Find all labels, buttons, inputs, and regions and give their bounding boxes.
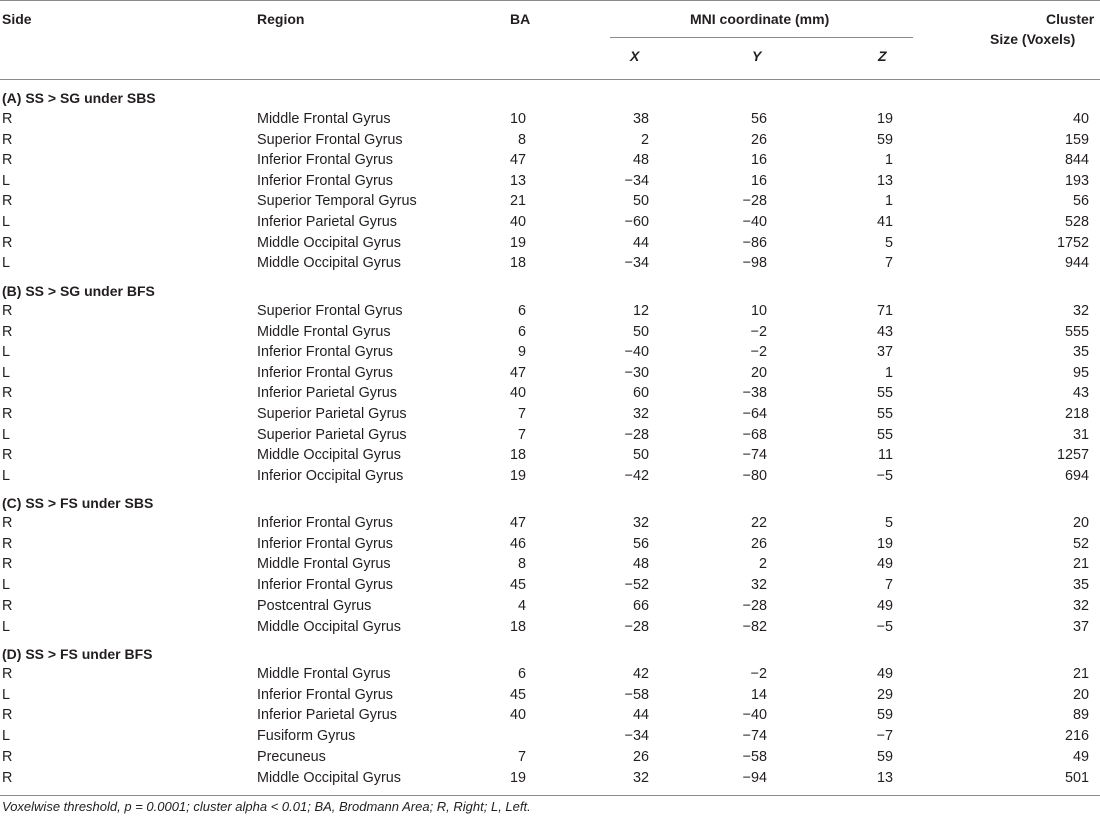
cell-y: 32 bbox=[750, 577, 767, 594]
cell-ba: 6 bbox=[517, 303, 526, 319]
cell-side: L bbox=[2, 255, 11, 272]
cell-x: −40 bbox=[624, 344, 649, 361]
cell-side: R bbox=[2, 515, 13, 531]
cell-cluster-size: 52 bbox=[1072, 535, 1089, 552]
table-row bbox=[0, 130, 1100, 150]
cell-y: −68 bbox=[742, 426, 767, 443]
table-row bbox=[0, 253, 1100, 273]
cell-side: R bbox=[2, 447, 13, 464]
table-row bbox=[0, 513, 1100, 533]
cell-z: 19 bbox=[876, 535, 893, 552]
cell-ba: 6 bbox=[517, 666, 526, 682]
table-row bbox=[0, 466, 1100, 486]
cell-region: Postcentral Gyrus bbox=[257, 597, 372, 614]
cell-y: 20 bbox=[750, 364, 767, 381]
cell-side: L bbox=[2, 172, 11, 189]
table-row bbox=[0, 301, 1100, 321]
cell-y: 56 bbox=[750, 111, 767, 127]
cell-z: 19 bbox=[876, 111, 893, 127]
header-region: Region bbox=[257, 11, 305, 27]
cell-region: Inferior Frontal Gyrus bbox=[257, 364, 393, 381]
cell-x: 32 bbox=[632, 406, 649, 422]
cell-region: Superior Temporal Gyrus bbox=[257, 193, 417, 210]
table-row bbox=[0, 342, 1100, 362]
top-rule bbox=[0, 0, 1100, 1]
cell-z: 71 bbox=[876, 303, 893, 319]
table-row bbox=[0, 212, 1100, 232]
cell-region: Middle Frontal Gyrus bbox=[257, 666, 391, 682]
bottom-rule bbox=[0, 795, 1100, 796]
cell-cluster-size: 35 bbox=[1072, 344, 1089, 361]
cell-cluster-size: 21 bbox=[1072, 556, 1089, 573]
cell-region: Inferior Frontal Gyrus bbox=[257, 686, 393, 703]
cell-region: Inferior Frontal Gyrus bbox=[257, 577, 393, 594]
cell-ba: 7 bbox=[517, 748, 526, 765]
cell-side: L bbox=[2, 618, 11, 635]
cell-y: 10 bbox=[750, 303, 767, 319]
cell-x: 44 bbox=[632, 707, 649, 724]
cell-cluster-size: 21 bbox=[1072, 666, 1089, 682]
cell-x: −30 bbox=[624, 364, 649, 381]
cell-cluster-size: 193 bbox=[1064, 172, 1089, 189]
cell-cluster-size: 1257 bbox=[1056, 447, 1089, 464]
cell-region: Inferior Frontal Gyrus bbox=[257, 515, 393, 531]
cell-x: 42 bbox=[632, 666, 649, 682]
cell-x: 12 bbox=[632, 303, 649, 319]
cell-ba: 13 bbox=[509, 172, 526, 189]
table-row bbox=[0, 150, 1100, 170]
table-row bbox=[0, 596, 1100, 616]
cell-z: 55 bbox=[876, 385, 893, 402]
cell-cluster-size: 20 bbox=[1072, 515, 1089, 531]
cell-x: 66 bbox=[632, 597, 649, 614]
section-title: (B) SS > SG under BFS bbox=[2, 283, 155, 299]
cell-ba: 47 bbox=[509, 515, 526, 531]
section-title: (A) SS > SG under SBS bbox=[2, 90, 156, 106]
cell-ba: 47 bbox=[509, 152, 526, 169]
table-row bbox=[0, 575, 1100, 595]
cell-x: 50 bbox=[632, 193, 649, 210]
cell-side: R bbox=[2, 556, 13, 573]
cell-ba: 7 bbox=[517, 406, 526, 422]
cell-cluster-size: 37 bbox=[1072, 618, 1089, 635]
cell-region: Inferior Parietal Gyrus bbox=[257, 707, 397, 724]
header-z: Z bbox=[878, 48, 887, 64]
cell-x: 32 bbox=[632, 515, 649, 531]
cell-side: R bbox=[2, 666, 13, 682]
cell-side: L bbox=[2, 577, 11, 594]
cell-side: R bbox=[2, 597, 13, 614]
cell-region: Middle Frontal Gyrus bbox=[257, 323, 391, 340]
table-row bbox=[0, 554, 1100, 574]
table-row bbox=[0, 363, 1100, 383]
cell-cluster-size: 32 bbox=[1072, 597, 1089, 614]
cell-region: Fusiform Gyrus bbox=[257, 728, 356, 745]
table-row bbox=[0, 233, 1100, 253]
cell-region: Superior Frontal Gyrus bbox=[257, 303, 403, 319]
cell-side: R bbox=[2, 535, 13, 552]
cell-ba: 40 bbox=[509, 385, 526, 402]
cell-ba: 8 bbox=[517, 556, 526, 573]
cell-region: Middle Occipital Gyrus bbox=[257, 255, 401, 272]
cell-z: 49 bbox=[876, 666, 893, 682]
cell-side: R bbox=[2, 769, 13, 786]
cell-region: Inferior Frontal Gyrus bbox=[257, 344, 393, 361]
cell-x: 50 bbox=[632, 447, 649, 464]
table-row bbox=[0, 726, 1100, 746]
cell-y: −28 bbox=[742, 597, 767, 614]
cell-region: Inferior Frontal Gyrus bbox=[257, 172, 393, 189]
cell-ba: 46 bbox=[509, 535, 526, 552]
cell-region: Inferior Frontal Gyrus bbox=[257, 152, 393, 169]
cell-region: Inferior Occipital Gyrus bbox=[257, 467, 404, 484]
cell-cluster-size: 694 bbox=[1064, 467, 1089, 484]
table-row bbox=[0, 534, 1100, 554]
cell-cluster-size: 216 bbox=[1064, 728, 1089, 745]
table-row bbox=[0, 109, 1100, 129]
cell-region: Inferior Frontal Gyrus bbox=[257, 535, 393, 552]
cell-z: 7 bbox=[884, 577, 893, 594]
table-row bbox=[0, 617, 1100, 637]
cell-z: 59 bbox=[876, 748, 893, 765]
cell-x: −58 bbox=[624, 686, 649, 703]
cell-side: L bbox=[2, 426, 11, 443]
cell-cluster-size: 528 bbox=[1064, 214, 1089, 230]
cell-region: Superior Parietal Gyrus bbox=[257, 406, 407, 422]
cell-x: 44 bbox=[632, 234, 649, 251]
cell-ba: 18 bbox=[509, 447, 526, 464]
cell-x: −42 bbox=[624, 467, 649, 484]
cell-y: 22 bbox=[750, 515, 767, 531]
cell-ba: 6 bbox=[517, 323, 526, 340]
cell-ba: 9 bbox=[517, 344, 526, 361]
cell-y: −82 bbox=[742, 618, 767, 635]
cell-y: −40 bbox=[742, 707, 767, 724]
cell-cluster-size: 555 bbox=[1064, 323, 1089, 340]
cell-z: 37 bbox=[876, 344, 893, 361]
cell-x: 48 bbox=[632, 152, 649, 169]
cell-x: 2 bbox=[640, 131, 649, 148]
cell-y: 16 bbox=[750, 152, 767, 169]
cell-side: R bbox=[2, 385, 13, 402]
cell-cluster-size: 56 bbox=[1072, 193, 1089, 210]
table-row bbox=[0, 191, 1100, 211]
cell-y: −2 bbox=[750, 666, 767, 682]
cell-side: R bbox=[2, 111, 13, 127]
cell-y: −80 bbox=[742, 467, 767, 484]
cell-x: 48 bbox=[632, 556, 649, 573]
cell-region: Precuneus bbox=[257, 748, 326, 765]
cell-cluster-size: 944 bbox=[1064, 255, 1089, 272]
cell-z: 1 bbox=[884, 193, 893, 210]
cell-side: R bbox=[2, 406, 13, 422]
cell-side: R bbox=[2, 193, 13, 210]
header-ba: BA bbox=[510, 11, 531, 27]
cell-cluster-size: 89 bbox=[1072, 707, 1089, 724]
cell-cluster-size: 40 bbox=[1072, 111, 1089, 127]
cell-x: 60 bbox=[632, 385, 649, 402]
cell-y: −2 bbox=[750, 344, 767, 361]
cell-ba: 19 bbox=[509, 769, 526, 786]
cell-region: Middle Frontal Gyrus bbox=[257, 556, 391, 573]
table-row bbox=[0, 425, 1100, 445]
cell-ba: 18 bbox=[509, 618, 526, 635]
table-row bbox=[0, 322, 1100, 342]
cell-y: −74 bbox=[742, 447, 767, 464]
cell-y: −86 bbox=[742, 234, 767, 251]
cell-ba: 10 bbox=[509, 111, 526, 127]
cell-region: Middle Occipital Gyrus bbox=[257, 618, 401, 635]
cell-cluster-size: 159 bbox=[1064, 131, 1089, 148]
cell-ba: 21 bbox=[509, 193, 526, 210]
cell-x: 50 bbox=[632, 323, 649, 340]
cell-z: 1 bbox=[884, 152, 893, 169]
cell-ba: 7 bbox=[517, 426, 526, 443]
cell-side: L bbox=[2, 728, 11, 745]
cell-ba: 45 bbox=[509, 577, 526, 594]
cell-region: Inferior Parietal Gyrus bbox=[257, 214, 397, 230]
cell-side: R bbox=[2, 131, 13, 148]
cell-region: Superior Frontal Gyrus bbox=[257, 131, 403, 148]
cell-z: 59 bbox=[876, 707, 893, 724]
cell-y: 26 bbox=[750, 131, 767, 148]
cell-x: −34 bbox=[624, 255, 649, 272]
cell-region: Middle Occipital Gyrus bbox=[257, 447, 401, 464]
cell-region: Superior Parietal Gyrus bbox=[257, 426, 407, 443]
cell-side: L bbox=[2, 467, 11, 484]
cell-ba: 19 bbox=[509, 234, 526, 251]
cell-side: L bbox=[2, 364, 11, 381]
cell-z: 13 bbox=[876, 172, 893, 189]
cell-z: 5 bbox=[884, 234, 893, 251]
cell-cluster-size: 35 bbox=[1072, 577, 1089, 594]
cell-side: R bbox=[2, 748, 13, 765]
cell-side: R bbox=[2, 152, 13, 169]
cell-y: −74 bbox=[742, 728, 767, 745]
header-cluster-line1: Cluster bbox=[1046, 11, 1095, 27]
table-row bbox=[0, 664, 1100, 684]
cell-y: 16 bbox=[750, 172, 767, 189]
cell-z: 55 bbox=[876, 406, 893, 422]
cell-z: −7 bbox=[876, 728, 893, 745]
cell-x: −34 bbox=[624, 728, 649, 745]
table-row bbox=[0, 445, 1100, 465]
cell-z: 49 bbox=[876, 556, 893, 573]
cell-z: 41 bbox=[876, 214, 893, 230]
table-row bbox=[0, 705, 1100, 725]
cell-y: −2 bbox=[750, 323, 767, 340]
cell-z: 13 bbox=[876, 769, 893, 786]
table-row bbox=[0, 685, 1100, 705]
cell-cluster-size: 218 bbox=[1064, 406, 1089, 422]
cell-z: 29 bbox=[876, 686, 893, 703]
cell-ba: 40 bbox=[509, 214, 526, 230]
cell-y: −58 bbox=[742, 748, 767, 765]
header-mni: MNI coordinate (mm) bbox=[690, 11, 830, 27]
cell-z: 55 bbox=[876, 426, 893, 443]
cell-x: −28 bbox=[624, 426, 649, 443]
cell-side: L bbox=[2, 686, 11, 703]
cell-region: Middle Occipital Gyrus bbox=[257, 234, 401, 251]
table-row bbox=[0, 404, 1100, 424]
cell-cluster-size: 1752 bbox=[1056, 234, 1089, 251]
cell-cluster-size: 31 bbox=[1072, 426, 1089, 443]
footnote: Voxelwise threshold, p = 0.0001; cluster alpha < 0.01; BA, Brodmann Area; R, Right; L, Left. bbox=[2, 799, 531, 814]
cell-side: R bbox=[2, 707, 13, 724]
header-rule bbox=[0, 79, 1100, 80]
cell-z: 5 bbox=[884, 515, 893, 531]
cell-x: −28 bbox=[624, 618, 649, 635]
cell-z: 7 bbox=[884, 255, 893, 272]
cell-cluster-size: 95 bbox=[1072, 364, 1089, 381]
cell-y: −38 bbox=[742, 385, 767, 402]
cell-cluster-size: 501 bbox=[1064, 769, 1089, 786]
cell-y: −64 bbox=[742, 406, 767, 422]
cell-side: L bbox=[2, 344, 11, 361]
cell-ba: 4 bbox=[517, 597, 526, 614]
cell-side: R bbox=[2, 323, 13, 340]
header-side: Side bbox=[2, 11, 32, 27]
cell-z: 43 bbox=[876, 323, 893, 340]
cell-region: Middle Occipital Gyrus bbox=[257, 769, 401, 786]
cell-cluster-size: 844 bbox=[1064, 152, 1089, 169]
cell-ba: 47 bbox=[509, 364, 526, 381]
table-row bbox=[0, 768, 1100, 788]
cell-cluster-size: 32 bbox=[1072, 303, 1089, 319]
cell-cluster-size: 49 bbox=[1072, 748, 1089, 765]
header-y: Y bbox=[752, 48, 762, 64]
cell-side: L bbox=[2, 214, 11, 230]
cell-region: Middle Frontal Gyrus bbox=[257, 111, 391, 127]
cell-x: 56 bbox=[632, 535, 649, 552]
cell-ba: 8 bbox=[517, 131, 526, 148]
cell-z: 11 bbox=[878, 447, 893, 464]
section-title: (C) SS > FS under SBS bbox=[2, 495, 154, 511]
table-row bbox=[0, 383, 1100, 403]
cell-y: −28 bbox=[742, 193, 767, 210]
cell-ba: 18 bbox=[509, 255, 526, 272]
cell-x: 26 bbox=[632, 748, 649, 765]
cell-z: 59 bbox=[876, 131, 893, 148]
header-cluster-line2: Size (Voxels) bbox=[990, 31, 1076, 47]
cell-z: 1 bbox=[884, 364, 893, 381]
table-row bbox=[0, 747, 1100, 767]
cell-x: −52 bbox=[624, 577, 649, 594]
table-row bbox=[0, 171, 1100, 191]
cell-x: −60 bbox=[624, 214, 649, 230]
cell-ba: 45 bbox=[509, 686, 526, 703]
cell-y: 14 bbox=[750, 686, 767, 703]
cell-y: −98 bbox=[742, 255, 767, 272]
header-x: X bbox=[630, 48, 640, 64]
cell-cluster-size: 43 bbox=[1072, 385, 1089, 402]
cell-z: 49 bbox=[876, 597, 893, 614]
cell-ba: 40 bbox=[509, 707, 526, 724]
section-title: (D) SS > FS under BFS bbox=[2, 646, 153, 662]
cell-z: −5 bbox=[876, 467, 893, 484]
cell-y: 26 bbox=[750, 535, 767, 552]
cell-x: −34 bbox=[624, 172, 649, 189]
mni-underline bbox=[610, 37, 913, 38]
cell-ba: 19 bbox=[509, 467, 526, 484]
cell-z: −5 bbox=[876, 618, 893, 635]
cell-y: −94 bbox=[742, 769, 767, 786]
cell-y: 2 bbox=[758, 556, 767, 573]
cell-side: R bbox=[2, 234, 13, 251]
cell-region: Inferior Parietal Gyrus bbox=[257, 385, 397, 402]
cell-x: 32 bbox=[632, 769, 649, 786]
cell-cluster-size: 20 bbox=[1072, 686, 1089, 703]
cell-y: −40 bbox=[742, 214, 767, 230]
cell-side: R bbox=[2, 303, 13, 319]
cell-x: 38 bbox=[632, 111, 649, 127]
